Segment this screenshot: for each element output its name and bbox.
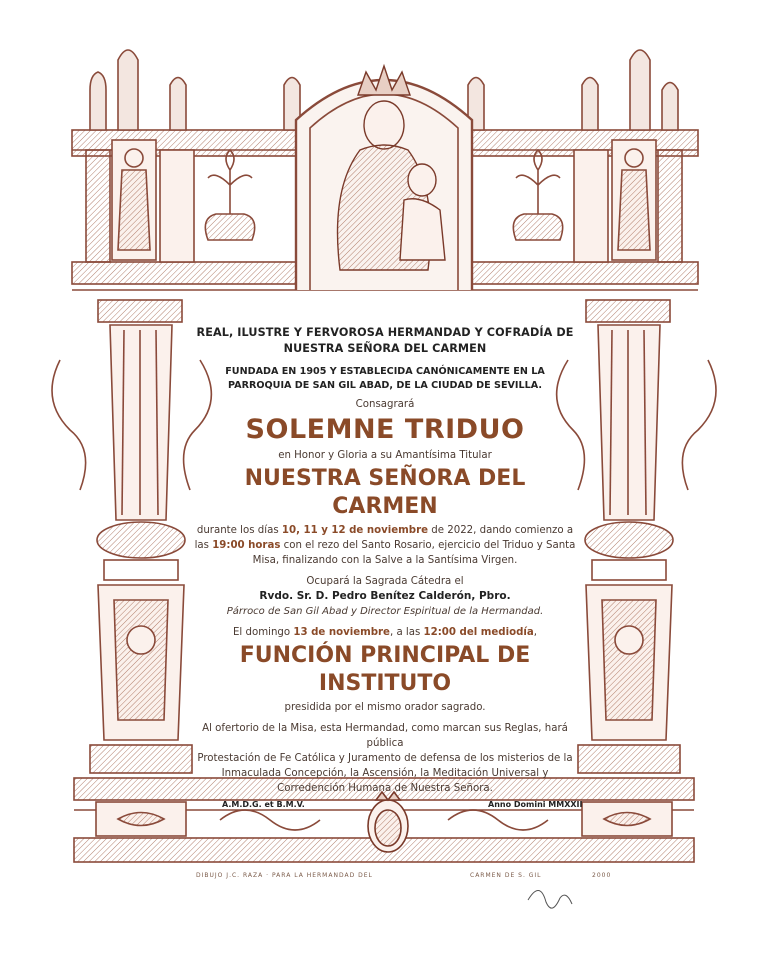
flower-vase-right xyxy=(513,150,562,240)
artist-credit-left: DIBUJO J.C. RAZA · PARA LA HERMANDAD DEL xyxy=(196,872,373,879)
angel-left xyxy=(112,140,156,260)
ofertorio-line4: Corredención Humana de Nuestra Señora. xyxy=(277,783,493,794)
footer-left: A.M.D.G. et B.M.V. xyxy=(222,800,305,809)
sunday-time: 12:00 del mediodía xyxy=(423,627,534,638)
artist-credit-right: CARMEN DE S. GIL xyxy=(470,872,542,879)
hours-line: las 19:00 horas con el rezo del Santo Rosario, ejercicio del Triduo y Santa xyxy=(194,540,576,551)
pillar-right xyxy=(557,300,716,773)
catedra-line: Ocupará la Sagrada Cátedra el xyxy=(306,576,464,587)
title-triduo: SOLEMNE TRIDUO xyxy=(245,414,525,445)
dates-highlight: 10, 11 y 12 de noviembre xyxy=(281,525,429,536)
hours-highlight: 19:00 horas xyxy=(212,540,281,551)
coat-of-arms xyxy=(368,792,408,852)
notice-text xyxy=(190,325,580,796)
presidida-line: presidida por el mismo orador sagrado. xyxy=(284,702,486,713)
preacher-name: Rvdo. Sr. D. Pedro Benítez Calderón, Pbro. xyxy=(259,590,511,602)
ofertorio-line3: Inmaculada Concepción, la Ascensión, la Meditación Universal y xyxy=(221,768,549,779)
footer-right: Anno Domini MMXXII xyxy=(488,800,583,809)
brotherhood-name-line1: REAL, ILUSTRE Y FERVOROSA HERMANDAD Y COFRADÍA DE xyxy=(196,326,574,339)
title-virgen: NUESTRA SEÑORA DEL CARMEN xyxy=(244,466,526,519)
sunday-line: El domingo 13 de noviembre, a las 12:00 del mediodía, xyxy=(233,627,537,638)
consagrara-text: Consagrará xyxy=(355,399,415,410)
dates-line: durante los días 10, 11 y 12 de noviembre de 2022, dando comienzo a xyxy=(196,525,574,536)
title-funcion: FUNCIÓN PRINCIPAL DE INSTITUTO xyxy=(239,643,531,696)
pillar-left xyxy=(52,300,211,773)
founded-line2: PARROQUIA DE SAN GIL ABAD, DE LA CIUDAD DE SEVILLA. xyxy=(228,380,542,391)
artist-credit-year: 2000 xyxy=(592,872,612,879)
misa-line: Misa, finalizando con la Salve a la Santísima Virgen. xyxy=(252,555,518,566)
brotherhood-name-line2: NUESTRA SEÑORA DEL CARMEN xyxy=(283,342,487,355)
flower-vase-left xyxy=(205,150,254,240)
founded-line1: FUNDADA EN 1905 Y ESTABLECIDA CANÓNICAMENTE EN LA xyxy=(225,366,545,377)
preacher-role: Párroco de San Gil Abad y Director Espiritual de la Hermandad. xyxy=(226,606,544,617)
angel-right xyxy=(612,140,656,260)
ofertorio-line2: Protestación de Fe Católica y Juramento de defensa de los misterios de la xyxy=(197,753,573,764)
sunday-date: 13 de noviembre xyxy=(293,627,390,638)
honor-line: en Honor y Gloria a su Amantísima Titular xyxy=(278,450,492,461)
ofertorio-line1: Al ofertorio de la Misa, esta Hermandad, como marcan sus Reglas, hará pública xyxy=(202,723,568,749)
